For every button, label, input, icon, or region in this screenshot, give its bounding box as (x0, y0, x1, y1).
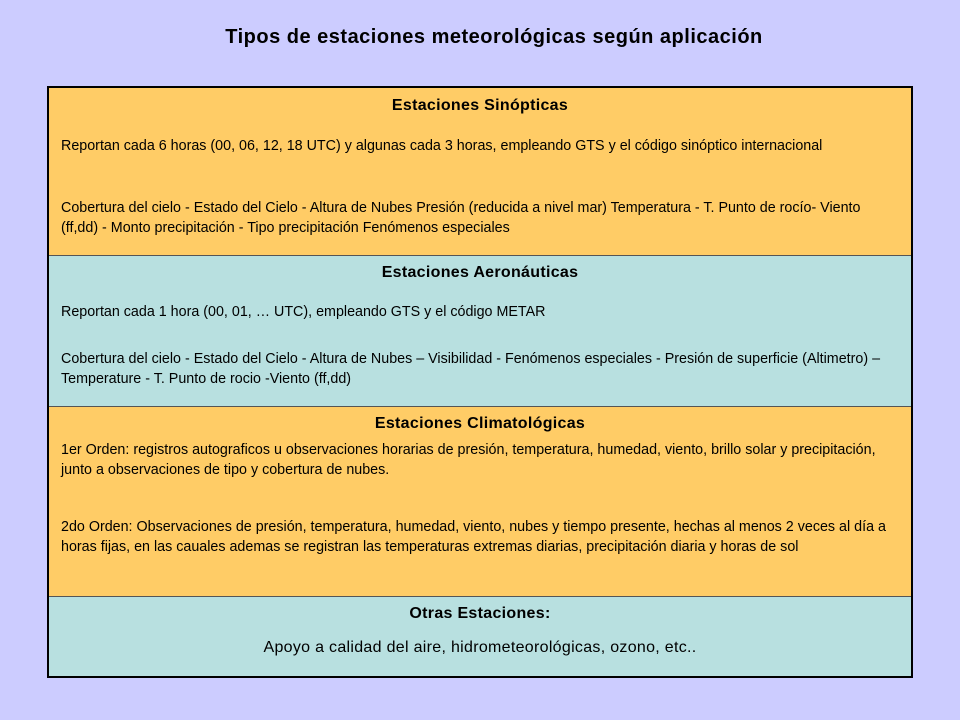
section-heading: Otras Estaciones: (409, 605, 551, 622)
section-heading: Estaciones Climatológicas (374, 415, 586, 432)
section-paragraph: 2do Orden: Observaciones de presión, temperatura, humedad, viento, nubes y tiempo presente, hechas al menos 2 veces al día a horas fijas, en las cauales ademas se registran las temperaturas extremas diarias, precipitación diaria y horas de sol (61, 519, 886, 555)
section-heading: Estaciones Aeronáuticas (381, 264, 579, 281)
section-paragraph: Apoyo a calidad del aire, hidrometeorológicas, ozono, etc.. (263, 639, 697, 656)
section-paragraph: 1er Orden: registros autograficos u observaciones horarias de presión, temperatura, humedad, viento, brillo solar y precipitación, junto a observaciones de tipo y cobertura de nubes. (61, 442, 876, 478)
page-title: Tipos de estaciones meteorológicas según aplicación (225, 26, 763, 48)
section-paragraph: Reportan cada 6 horas (00, 06, 12, 18 UTC) y algunas cada 3 horas, empleando GTS y el código sinóptico internacional (61, 138, 823, 154)
section-synoptic (49, 88, 911, 255)
section-climatological (49, 406, 911, 596)
section-other (49, 596, 911, 676)
section-paragraph: Reportan cada 1 hora (00, 01, … UTC), empleando GTS y el código METAR (61, 304, 546, 320)
section-heading: Estaciones Sinópticas (391, 97, 569, 114)
section-paragraph: Cobertura del cielo - Estado del Cielo - Altura de Nubes – Visibilidad - Fenómenos especiales - Presión de superficie (Altimetro) – Temperature - T. Punto de rocio -Viento (ff,dd) (61, 351, 881, 387)
stations-table (47, 86, 913, 678)
section-aeronautical (49, 255, 911, 406)
section-paragraph: Cobertura del cielo - Estado del Cielo - Altura de Nubes Presión (reducida a nivel mar) Temperatura - T. Punto de rocío- Viento (ff,dd) - Monto precipitación - Tipo precipitación Fenómenos especiales (61, 200, 861, 236)
